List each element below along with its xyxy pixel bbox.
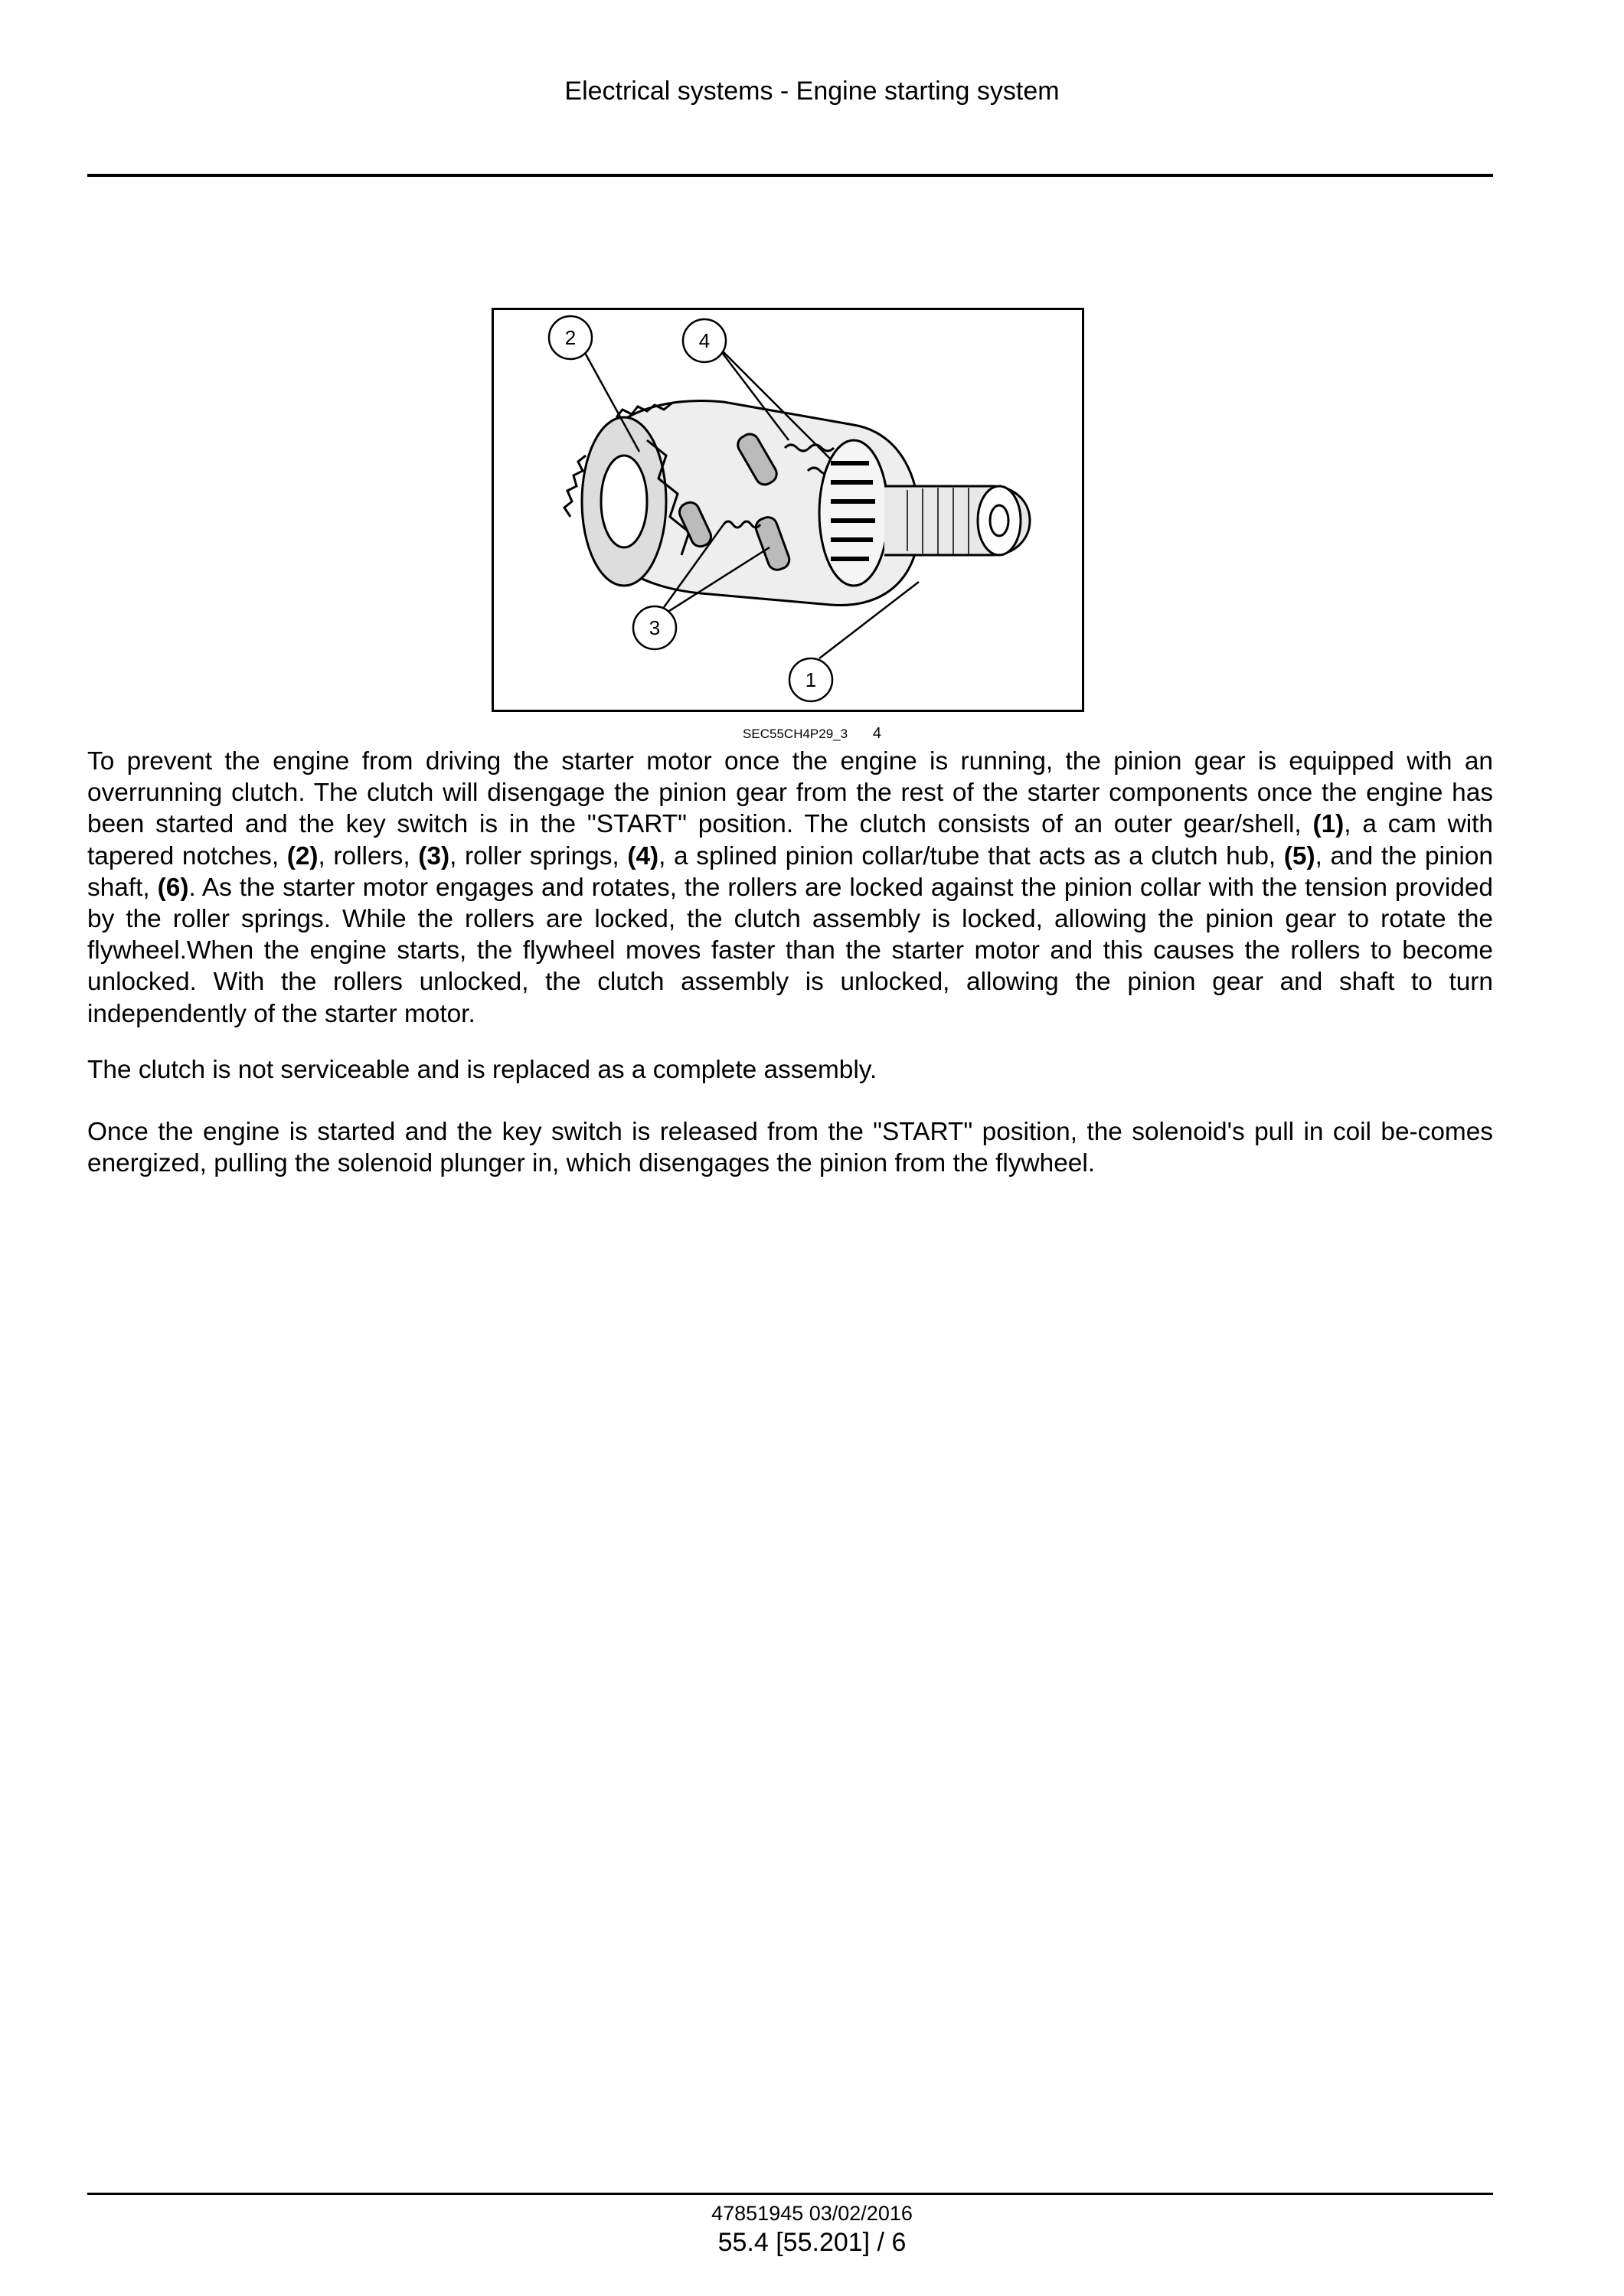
ref-1: (1) bbox=[1312, 810, 1345, 839]
footer-document-id: 47851945 03/02/2016 bbox=[711, 2202, 913, 2225]
ref-3: (3) bbox=[418, 841, 450, 870]
callout-3: 3 bbox=[649, 616, 661, 639]
figure-code: SEC55CH4P29_3 bbox=[743, 727, 848, 741]
ref-5: (5) bbox=[1283, 841, 1315, 870]
clutch-figure bbox=[492, 308, 1084, 712]
header-divider bbox=[87, 174, 1493, 177]
paragraph-clutch-description: To prevent the engine from driving the starter motor once the engine is running, the pinion gear is equipped with an overrunning clutch. The clutch will disengage the pinion gear from the rest of the starter components once the engine has been started and the key switch is in the "START" position. The clutch consists of an outer gear/shell, (1), a cam with tapered notches, (2), rollers, (3), roller springs, (4), a splined pinion collar/tube that acts as a clutch hub, (5), and the pinion shaft, (6). As the starter motor engages and rotates, the rollers are locked against the pinion collar with the tension provided by the roller springs. While the rollers are locked, the clutch assembly is locked, allowing the pinion gear to rotate the flywheel.When the engine starts, the flywheel moves faster than the starter motor and this causes the rollers to become unlocked. With the rollers unlocked, the clutch assembly is unlocked, allowing the pinion gear and shaft to turn independently of the starter motor. bbox=[87, 747, 1494, 1028]
callout-2: 2 bbox=[564, 326, 577, 349]
ref-2: (2) bbox=[286, 841, 319, 870]
ref-4: (4) bbox=[627, 841, 659, 870]
figure-caption bbox=[0, 725, 1624, 743]
callout-4: 4 bbox=[698, 329, 711, 352]
figure-number: 4 bbox=[872, 725, 881, 742]
overrunning-clutch-illustration bbox=[494, 310, 1082, 710]
paragraph-serviceability: The clutch is not serviceable and is replaced as a complete assembly. bbox=[87, 1056, 877, 1084]
ref-6: (6) bbox=[157, 873, 189, 902]
callout-1: 1 bbox=[805, 668, 817, 691]
footer-page-number: 55.4 [55.201] / 6 bbox=[717, 2228, 907, 2257]
page-header-title: Electrical systems - Engine starting system bbox=[564, 77, 1060, 106]
paragraph-solenoid: Once the engine is started and the key switch is released from the "START" position, the solenoid's pull in coil be-comes energized, pulling the solenoid plunger in, which disengages the pinion from the flywheel. bbox=[87, 1118, 1493, 1178]
footer-divider bbox=[87, 2193, 1493, 2195]
